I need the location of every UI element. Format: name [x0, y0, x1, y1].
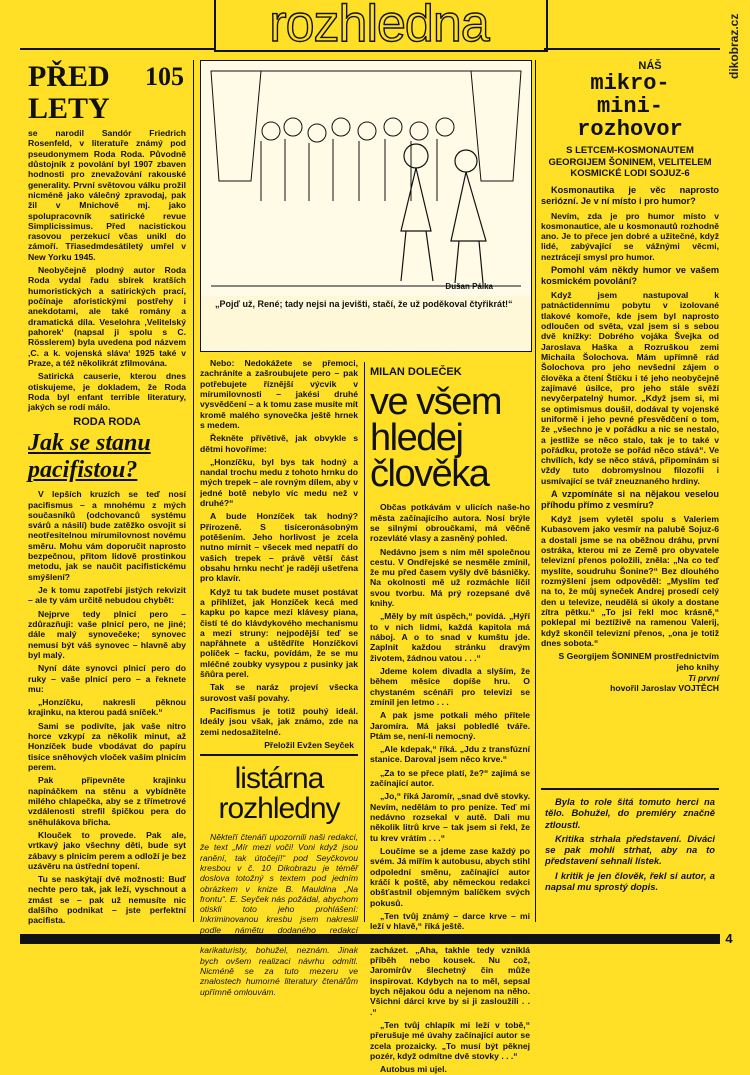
- article-para: Tak si říkám, co když by se dalo zacházet. „Aha, takhle tedy vzniklá příběh nebo kousek. Nu což, Jaromírův šlechetný čin může inspirovat. Kdybych na to měl, sepsal bych nějakou ódu a nejenom na něho. Všichni dárci krve by si ji zasloužili . . .“: [370, 934, 530, 1017]
- article-para: A pak jsme potkali mého přítele Jaromíra. Má jaksi pobledlé tváře. Ptám se, není-li nemocný.: [370, 710, 530, 741]
- col-rule-3: [364, 362, 365, 922]
- interview-title: [541, 72, 719, 141]
- title-line: rozhovor: [577, 117, 683, 143]
- interview-credit: [541, 651, 719, 694]
- byline: MILAN DOLEČEK: [370, 366, 462, 378]
- article-para: V lepších kruzích se teď nosí pacifismus – a mnohému z mých současníků (odchovanců systému svárů a násilí) bude zatěžko osvojit si neotřesitelnou mírumilovnost novému směru. Mohu vám doporučit naprosto bezpečnou, přitom lidově prostinkou metodu, jak se naučit pacifistickému smýšlení?: [28, 489, 186, 582]
- article-para: Autobus mi ujel.: [380, 1064, 447, 1075]
- aphorism: I kritik je jen člověk, řekl si autor, a napsal mu sprostý dopis.: [545, 869, 715, 892]
- page-number: 4: [725, 931, 733, 946]
- article-para: Pacifismus je totiž pouhý ideál. Ideály jsou však, jak známo, zde na zemi nedosažitelné.: [200, 706, 358, 737]
- article-para: „Jo,“ říká Jaromír, „snad dvě stovky. Nevím, nedělám to pro peníze. Teď mi nedávno rozsekal v autě. Dali mu několik litrů krve – tak jsem si řekl, že tu krev vrátím . . .“: [370, 791, 530, 843]
- article-para: Nejprve tedy plnicí pero – zdůrazňuji: vaše plnicí pero, ne jiné; dále malý synovečeke; synovec nemusí být váš synovec – hlavně aby byl malý.: [28, 608, 186, 660]
- answer: Nevím, zda je pro humor místo v kosmonautice, ale u kosmonautů rozhodně ano. Je to přece jen dobré a užitečné, když lidé, zabývající se vážnými věcmi, neztrácejí smysl pro humor.: [541, 210, 719, 262]
- credit-line: hovořil Jaroslav VOJTĚCH: [610, 683, 719, 694]
- article-para: Pak připevněte krajinku napínáčkem na stěnu a vybídněte milého chlapečka, aby se z třímetrové vzdálenosti strefil špičkou pera do sněhulákova břicha.: [28, 775, 186, 827]
- intro-para: Satirická causerie, kterou dnes otiskujeme, je dokladem, že Roda Roda byl enfant terrible literatury, jakých se rodí málo.: [28, 371, 186, 413]
- title-line: mini-: [596, 94, 663, 120]
- article-title: Jak se stanu pacifistou?: [28, 430, 151, 483]
- listarna-para: Někteří čtenáři upozornili naši redakci, že text „Mír mezi voči! Voni když jsou ranění, tak útočejí!“ pod Seyčkovou kresbou v č. 10 Dikobrazu je téměř doslova totožný s textem pod jedním obrázkem v knize B. Mauldina „Na frontu“. E. Seyček nás požádal, abychom otiskli toto jeho prohlášení: Inkriminovanou kresbu jsem nakreslil podle námětu dodaného redakcí čtenářem. Citovanou knížku amerického karikaturisty, bohužel, neznám. Jinak bych ovšem realizaci návrhu odmítl. Nicméně se za tuto mezeru ve znalostech humorné literatury čtenářům upřímně omlouvám.: [200, 831, 358, 997]
- article-para: Jdeme kolem divadla a slyším, že během měsíce dopíše hru. O chystaném scénáři pro televizi se zmínil jen letmo . . .: [370, 665, 530, 707]
- article-para: Nebo: Nedokážete se přemoci, zachráníte a zašroubujete pero – pak potřebujete říznější výcvik v mírumilovnosti – jakési druhé vysvědčení – a k tomu zase musíte mít kromě malého synovečka ještě hrnek s medem.: [200, 358, 358, 430]
- top-rule-right: [544, 48, 720, 50]
- col-rule-1: [193, 60, 194, 922]
- cartoon: [200, 60, 532, 352]
- interview-subtitle: S LETCEM-KOSMONAUTEM GEORGIJEM ŠONINEM, VELITELEM KOSMICKÉ LODI SOJUZ-6: [548, 145, 712, 180]
- article-para: Je k tomu zapotřebí jistých rekvizit – ale ty vám určitě nebudou chybět:: [28, 585, 186, 606]
- article-para: Tu se naskýtají dvě možnosti: Buď nechte pero tak, jak leží, vyschnout a zmást se – pak už nemusíte nic dalšího podnikat – jste perfektní pacifista.: [28, 874, 186, 926]
- column-3: [370, 358, 530, 1075]
- credit-book: Ti první: [688, 672, 719, 683]
- aphorism: Kritika strhala představení. Diváci se pak mohli strhat, aby na to představení sehnali lístek.: [545, 832, 715, 867]
- article-para: Klouček to provede. Pak ale, vrtkavý jako všechny děti, bude syt zábavy s plnicím perem a odloží je bez uzávěru na ústřední topení.: [28, 829, 186, 871]
- headline-number: 105: [145, 62, 184, 91]
- question: A vzpomínáte si na nějakou veselou příhodu přímo z vesmíru?: [541, 489, 719, 511]
- article-para: Loučíme se a jdeme zase každý po svém. Já mířím k autobusu, abych stihl odpolední směnu, začínající autor kráčí k poště, aby německou redakci obšťastnil objemným balíčkem svých pokusů.: [370, 845, 530, 908]
- article-para: Sami se podivíte, jak vaše nitro horce vzkypí za několik minut, až Honzíček bude vbodávat do papíru tisíce sněhových vloček vaším plnicím perem.: [28, 720, 186, 773]
- article-para: „Ten tvůj chlapík mi leží v tobě,“ přerušuje mé úvahy začínající autor se zcela prozaicky. „To musí být pěknej pozér, když odmítne dvě stovky . . .“: [370, 1019, 530, 1061]
- answer: Když jsem vyletěl spolu s Valeriem Kubasovem jako vesmír na palubě Sojuz-6 a dostali jsme se na oběžnou dráhu, první ostráka, kterou mi ze Země pro obyvatele televizní přenos položili, zněla: „Na co teď myslíte, soudruhu Šonine?“ Bez dlouhého rozmýšlení jsem odpověděl: „Myslím teď na to, že můj syneček Andrej prosedí celý den u televize, neudělá si úkoly a dostane zítra pětku.“ „To jsi řekl moc krásně,“ poklepal mi beztíživě na ramenou Valerij, když skončil televizní přenos, „ona je totiž dnes sobota.“: [541, 514, 719, 648]
- article-para: „Honzíčku, byl bys tak hodný a nandal trochu medu z tohoto hrnku do mých trepek – ale rovným dílem, aby v jedné botě nebylo víc medu než v druhé?“: [200, 456, 358, 509]
- col-rule-2: [535, 60, 536, 922]
- article-para: Tak se naráz projeví všecka surovost vaší povahy.: [200, 682, 358, 703]
- headline-lety: LETY: [28, 92, 110, 125]
- side-label: dikobraz.cz: [727, 13, 741, 79]
- title-line: mikro-: [590, 71, 670, 96]
- article-para: Občas potkávám v ulicích naše-ho města začínajícího autora. Nosí brýle se silnými obroučkami, má věčně rozevláté vlasy a zasněný pohled.: [370, 502, 530, 544]
- kicker: NÁŠ: [638, 60, 662, 72]
- article-para: A bude Honzíček tak hodný? Přirozeně. S tisíceronásobným potěšením. Jeho horlivost je zcela nutno mírnit – všecek med nepatří do vašich trepek – právě větší část obsahu hrnku nechť je raději ušetřena pro klavír.: [200, 511, 358, 584]
- article-para: „Honzíčku, nakresli pěknou krajinku, na kterou padá sníček.“: [28, 697, 186, 718]
- top-rule-left: [20, 48, 214, 50]
- listarna-title: listárna rozhledny: [218, 761, 340, 825]
- aphorism: Byla to role šitá tomuto herci na tělo. Bohužel, do premiéry značně ztloustl.: [545, 796, 715, 830]
- headline-pred: PŘED: [28, 60, 110, 93]
- intro-para: Neobyčejně plodný autor Roda Roda vydal řadu sbírek kratších humoristických a satirických prací, počínaje aforistickými postřehy i anekdotami, ale také romány a dramatická díla. Veselohra ‚Velitelský pahorek‘ (napsal ji spolu s C. Rösslerem) byla uvedena pod názvem ‚C. a k. vojenská sláva‘ 1925 také v Praze, a též několikrát zfilmována.: [28, 265, 186, 368]
- article-para: Řekněte přívětivě, jak obvykle s dětmi hovoříme:: [200, 433, 358, 454]
- article-para: Nyní dáte synovci plnicí pero do ruky – vaše plnicí pero – a řeknete mu:: [28, 663, 186, 694]
- cartoon-illustration: [201, 61, 531, 296]
- article-para: Nedávno jsem s ním měl společnou cestu. V Ondřejské se nesměle zmínil, že mu před časem vyšly dvě básničky. Na okolnosti mě už rozmáchle líčil svou tvorbu. Má prý rozepsané dvě knihy.: [370, 546, 530, 609]
- masthead-title: rozhledna: [269, 0, 489, 53]
- article-para: Když tu tak budete muset postávat a přihlížet, jak Honzíček kecá med kapku po kapce mezi klávesy piana, čistí té do klávdykového mechanismu a mezi struny: nejpodější teď se napřáhnete a uštědříte Honzíčkovi políček – facku, povídám, že se mu mléčné zoubky vysypou z pusinky jak šňůra perel.: [200, 586, 358, 680]
- author-name: RODA RODA: [73, 416, 141, 429]
- answer: Když jsem nastupoval k patnáctidennímu pobytu v izolované tlakové komoře, kde jsem byl naprosto odloučen od světa, vzal jsem si s sebou dvě knížky: Dobrého vojáka Švejka od Jaroslava Haška a Rozruškou zemi Michaila Šolochova. Mám upřímně rád Šolochova pro jeho nevšední zájem o člověka a čtení Štíčku i té jeho neobyčejně zajímavé úsilce, pro jeho stále svěží nevyčerpatelný humor. „Když jsem si, mi se optimismus doušil, dodával ty vojenské uniformě i jeho pevné přesvědčení o tom, že „všechno je v pořádku a nic se nestalo, a jestliže se něco stalo, tak je to také v pořádku, protože se pořád něco stává“. Ve chvílích, kdy se něco stává, připomínám si vždy tuto dobromyslnou filozofii i usmívající se tvář zneuznaného hrdiny.: [541, 290, 719, 486]
- cartoon-caption: „Pojď už, René; tady nejsi na jevišti, stačí, že už poděkoval čtyřikrát!“: [215, 299, 513, 309]
- question: Kosmonautika je věc naprosto seriózní. Je v ní místo i pro humor?: [541, 185, 719, 207]
- column-1: [28, 60, 186, 930]
- section-rule: [200, 754, 358, 756]
- translator-credit: Přeložil Evžen Seyček: [264, 739, 354, 750]
- article-title: ve všem hledej člověka: [370, 381, 501, 496]
- article-para: „Měly by mít úspěch,“ povídá. „Hýří to v nich lidmi, každá kapitola má náboj. A o to snad v kumštu jde. Zaplnit každou stránku dravým životem, žádnou vatou . . .“: [370, 611, 530, 663]
- intro-para: se narodil Sandór Friedrich Rosenfeld, v literatuře známý pod pseudonymem Roda Roda. Původně důstojník z povolání byl 1907 zbaven hodnosti pro znevažování rakouské generality. První světovou válku prožil nicméně jako válečný zpravodaj, pak žil v Mnichově mj. jako spolupracovník satirické revue Simplicissimus. Před nacistickou rasovou perzekucí včas unikl do zámoří. Třiasedmdesátiletý umřel v New Yorku 1945.: [28, 128, 186, 262]
- article-para: „Ten tvůj známý – darce krve – mi leží v hlavě,“ říká ještě.: [370, 910, 530, 932]
- aphorism-box: [541, 788, 719, 930]
- cartoon-artist: Dušan Pálka: [445, 282, 493, 291]
- article-para: „Za to se přece platí, že?“ zajímá se začínající autor.: [370, 767, 530, 789]
- question: Pomohl vám někdy humor ve vašem kosmickém povolání?: [541, 265, 719, 287]
- article-para: „Ale kdepak,“ říká. „Jdu z transfúzní stanice. Daroval jsem něco krve.“: [370, 744, 530, 765]
- column-2: [200, 358, 358, 997]
- credit-line: S Georgijem ŠONINEM prostřednictvím jeho knihy: [558, 651, 719, 672]
